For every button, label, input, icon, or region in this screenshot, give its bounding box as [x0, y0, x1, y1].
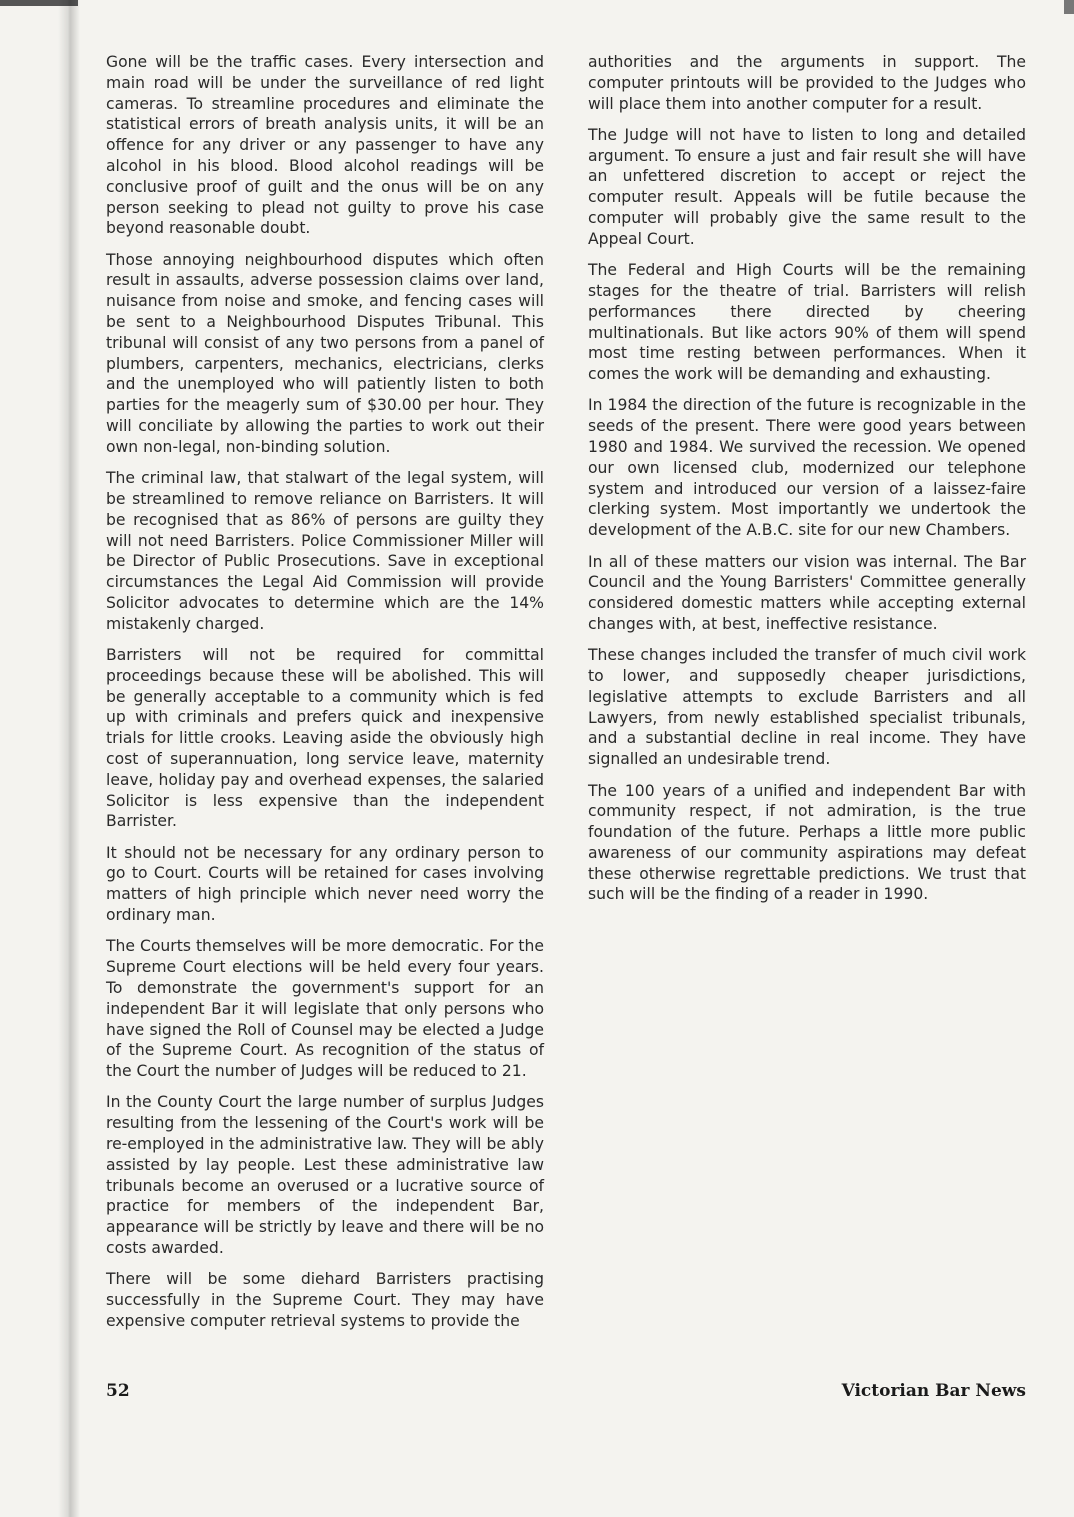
paragraph: The criminal law, that stalwart of the legal system, will be streamlined to remove reliance on Barristers. It will be recognised that as 86% of persons are guilty they will not need Barristers. Police Commissioner Miller will be Director of Public Prosecutions. Save in exceptional circumstances the Legal Aid Commission will provide Solicitor advocates to determine which are the 14% mistakenly charged. — [106, 469, 544, 633]
paragraph: Gone will be the traffic cases. Every intersection and main road will be under the surveillance of red light cameras. To streamline procedures and eliminate the statistical errors of breath analysis units, it will be an offence for any driver or any passenger to have any alcohol in his blood. Blood alcohol readings will be conclusive proof of guilt and the onus will be on any person seeking to plead not guilty to prove his case beyond reasonable doubt. — [106, 53, 544, 238]
page-binding-shadow — [58, 0, 80, 1517]
paragraph: In the County Court the large number of surplus Judges resulting from the lessening of the Court's work will be re-employed in the administrative law. They will be ably assisted by lay people. Lest these administrative law tribunals become an overused or a lucrative source of practice for members of the independent Bar, appearance will be strictly by leave and there will be no costs awarded. — [106, 1093, 544, 1258]
paragraph: There will be some diehard Barristers practising successfully in the Supreme Court. They may have expensive computer retrieval systems to provide the — [106, 1270, 544, 1330]
left-column — [106, 52, 544, 1342]
paragraph: The 100 years of a unified and independent Bar with community respect, if not admiration, is the true foundation of the future. Perhaps a little more public awareness of our community aspirations may defeat these otherwise regrettable predictions. We trust that such will be the finding of a reader in 1990. — [588, 781, 1026, 904]
paragraph: Barristers will not be required for committal proceedings because these will be abolished. This will be generally acceptable to a community which is fed up with criminals and prefers quick and inexpensive trials for little crooks. Leaving aside the obviously high cost of superannuation, long service leave, maternity leave, holiday pay and overhead expenses, the salaried Solicitor is less expensive than the independent Barrister. — [106, 646, 544, 831]
paragraph: authorities and the arguments in support. The computer printouts will be provided to the Judges who will place them into another computer for a result. — [588, 53, 1026, 113]
paragraph: It should not be necessary for any ordinary person to go to Court. Courts will be retained for cases involving matters of high principle which never need worry the ordinary man. — [106, 843, 544, 925]
scan-corner-mark-right — [1064, 0, 1074, 14]
paragraph: The Federal and High Courts will be the remaining stages for the theatre of trial. Barristers will relish performances there directed by cheering multinationals. But like actors 90% of them will spend most time resting between performances. When it comes the work will be demanding and exhausting. — [588, 261, 1026, 384]
paragraph: These changes included the transfer of much civil work to lower, and supposedly cheaper jurisdictions, legislative attempts to exclude Barristers and all Lawyers, from newly established specialist tribunals, and a substantial decline in real income. They have signalled an undesirable trend. — [588, 646, 1026, 769]
paragraph: In all of these matters our vision was internal. The Bar Council and the Young Barristers' Committee generally considered domestic matters while accepting external changes with, at best, ineffective resistance. — [588, 552, 1026, 633]
publication-title: Victorian Bar News — [841, 1381, 1026, 1401]
right-column — [588, 52, 1026, 916]
paragraph: In 1984 the direction of the future is recognizable in the seeds of the present. There were good years between 1980 and 1984. We survived the recession. We opened our own licensed club, modernized our telephone system and introduced our version of a laissez-faire clerking system. Most importantly we undertook the development of the A.B.C. site for our new Chambers. — [588, 396, 1026, 540]
paragraph: The Courts themselves will be more democratic. For the Supreme Court elections will be held every four years. To demonstrate the government's support for an independent Bar it will legislate that only persons who have signed the Roll of Counsel may be elected a Judge of the Supreme Court. As recognition of the status of the Court the number of Judges will be reduced to 21. — [106, 937, 544, 1081]
paragraph: The Judge will not have to listen to long and detailed argument. To ensure a just and fair result she will have an unfettered discretion to accept or reject the computer result. Appeals will be futile because the computer will probably give the same result to the Appeal Court. — [588, 125, 1026, 248]
page-number: 52 — [106, 1381, 130, 1401]
paragraph: Those annoying neighbourhood disputes which often result in assaults, adverse possession claims over land, nuisance from noise and smoke, and fencing cases will be sent to a Neighbourhood Disputes Tribunal. This tribunal will consist of any two persons from a panel of plumbers, carpenters, mechanics, electricians, clerks and the unemployed who will patiently listen to both parties for the meagerly sum of $30.00 per hour. They will conciliate by allowing the parties to work out their own non-legal, non-binding solution. — [106, 250, 544, 456]
page-footer — [106, 1381, 1026, 1407]
